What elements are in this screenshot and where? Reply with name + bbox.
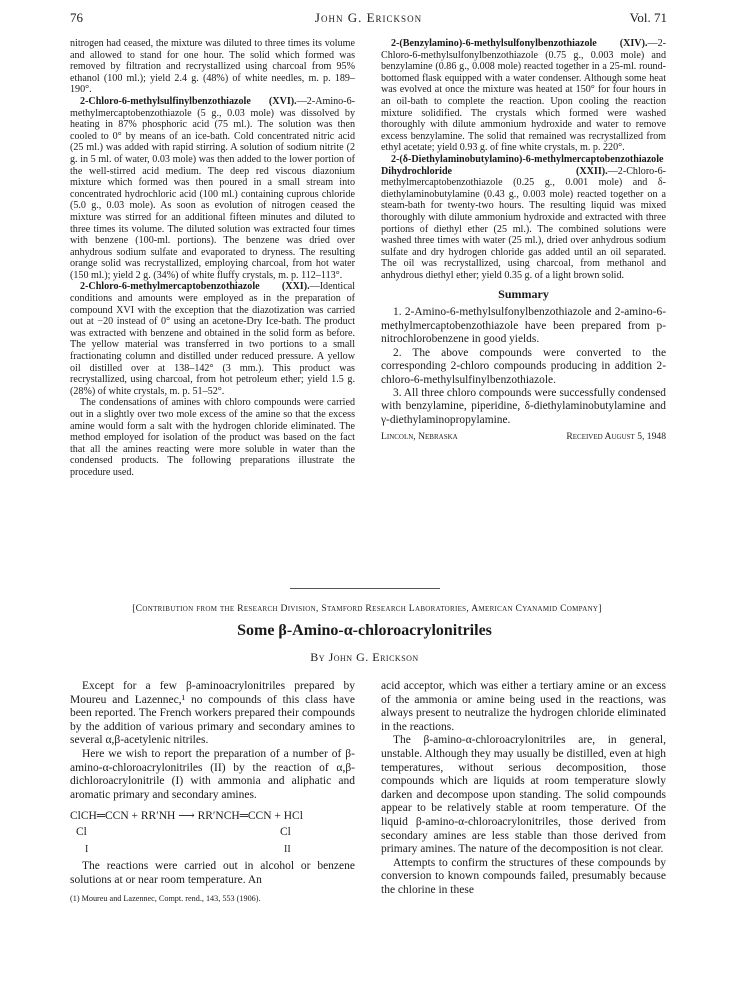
paragraph: The reactions were carried out in alcohol or benzene solutions at or near room temperature. An	[70, 860, 355, 886]
paragraph	[70, 281, 355, 397]
paragraph-text: —2-Amino-6-methylmercaptobenzothiazole (5 g., 0.03 mole) was dissolved by heating in 87% phosphoric acid (75 ml.). The solution was then cooled to 0° by means of an ice-bath. Cold concentrated nitric acid (25 ml.) was added with rapid stirring. A solution of sodium nitrite (2 g. in 5 ml. of water, 0.03 mole) was then added to the lower portion of the well-stirred acid medium. The deep red viscous diazonium mixture which formed was then poured in a small stream into concentrated hydrochloric acid (100 ml.) containing cuprous chloride (5.0 g., 0.03 mole). As soon as evolution of nitrogen ceased the mixture was stirred for an additional fifteen minutes and diluted to three times its volume. The diluted solution was extracted four times with benzene (100-ml. portions). The benzene was dried over anhydrous sodium sulfate and evaporated to dryness. The resulting orange solid was recrystallized, employing charcoal, from hot water (150 ml.); yield 2 g. (34%) of white fluffy crystals, m. p. 112–113°.	[70, 95, 355, 281]
volume-number: Vol. 71	[629, 10, 667, 25]
paragraph: Except for a few β-aminoacrylonitriles prepared by Moureu and Lazennec,¹ no compounds of this class have been reported. The French workers prepared their compounds by the addition of various primary and secondary amines to several α,β-acetylenic nitriles.	[70, 680, 355, 747]
paragraph: nitrogen had ceased, the mixture was diluted to three times its volume and allowed to stand for one hour. The solid which formed was removed by filtration and recrystallized using charcoal from 95% ethanol (100 ml.); yield 2.4 g. (48%) of white needles, m. p. 189–190°.	[70, 38, 355, 96]
paragraph	[381, 154, 666, 282]
paragraph-text: —2-Chloro-6-methylmercaptobenzothiazole (0.25 g., 0.001 mole) and δ-diethylaminobutylamine (0.43 g., 0.003 mole) reacted together on a steam-bath for twenty-two hours. The resulting liquid was mixed thoroughly with dilute ammonium hydroxide and extracted with three portions of diethyl ether (25 ml.). The combined solutions were washed three times with water (25 ml.), dried over anhydrous sodium sulfate and dry hydrogen chloride gas added until an oil separated. The oil was recrystallized, using charcoal, from methanol and anhydrous diethyl ether; yield 0.35 g. of a light brown solid.	[381, 165, 666, 281]
summary-list	[381, 306, 666, 427]
byline: By John G. Erickson	[310, 650, 419, 664]
bottom-left-column	[70, 680, 355, 903]
contribution-line: [Contribution from the Research Division, Stamford Research Laboratories, American Cyanamid Company]	[132, 603, 602, 614]
signoff	[381, 431, 666, 442]
top-left-column	[70, 38, 355, 479]
compound-label: I	[85, 844, 89, 856]
summary-item: 2. The above compounds were converted to the corresponding 2-chloro compounds producing in addition 2-chloro-6-methylsulfinylbenzothiazole.	[381, 346, 666, 386]
compound-label: II	[284, 844, 291, 856]
footnote: (1) Moureu and Lazennec, Compt. rend., 143, 553 (1906).	[70, 893, 261, 903]
compound-heading: 2-(δ-Diethylaminobutylamino)-6-methylmercaptobenzothiazole Dihydrochloride (XXII).	[381, 153, 664, 177]
compound-heading: 2-(Benzylamino)-6-methylsulfonylbenzothiazole (XIV).	[391, 38, 648, 49]
paragraph	[70, 96, 355, 282]
paragraph-text: —2-Chloro-6-methylsulfonylbenzothiazole (0.75 g., 0.003 mole) and benzylamine (0.86 g., 0.008 mole) reacted together in a 25-ml. round-bottomed flask equipped with a water condenser. Although some heat was evolved at once the mixture was heated at 150° for four hours in an oil-bath to complete the reaction. Upon cooling the reaction mixture solidified. The crystals which formed were washed thoroughly with dilute ammonium hydroxide and water to remove excess benzylamine. The solid that remained was recrystallized from ethyl acetate; yield 0.93 g. of fine white crystals, m. p. 220°.	[381, 38, 666, 154]
page-number: 76	[70, 10, 83, 25]
running-author: John G. Erickson	[314, 10, 423, 25]
section-divider	[290, 588, 440, 589]
running-header	[70, 10, 667, 30]
received-date: Received August 5, 1948	[566, 431, 666, 443]
paragraph: Here we wish to report the preparation of a number of β-amino-α-chloroacrylonitriles (II) by the reaction of α,β-dichloroacrylonitrile (I) with ammonia and aliphatic and aromatic primary and secondary amines.	[70, 747, 355, 801]
location: Lincoln, Nebraska	[381, 431, 458, 443]
paragraph-text: —Identical conditions and amounts were employed as in the preparation of compound XVI with the exception that the diazotization was carried out at −20 instead of 0° using an acetone-Dry Ice-bath. The product was extracted with benzene and obtained in the solid form as before. The yellow material was transferred in two portions to a small fractionating column and distilled under reduced pressure. A yellow oil distilled over at 138–142° (3 mm.). This product was recrystallized, using charcoal, from hot petroleum ether; yield 1.5 g. (28%) of white crystals, m. p. 51–52°.	[70, 281, 355, 397]
equation-substituent: Cl	[280, 826, 291, 839]
summary-item: 1. 2-Amino-6-methylsulfonylbenzothiazole and 2-amino-6-methylmercaptobenzothiazole have been prepared from p-nitrochlorobenzene in good yields.	[381, 306, 666, 346]
paragraph: The β-amino-α-chloroacrylonitriles are, in general, unstable. Although they may usually be distilled, even at high temperatures, without serious decomposition, those compounds which are liquids at room temperature slowly darken and decompose upon standing. The solid compounds appear to be relatively stable at room temperature. Of the liquid β-amino-α-chloroacrylonitriles, those derived from secondary amines are less stable than those derived from primary amines. The nature of the decomposition is not clear.	[381, 734, 666, 856]
equation-substituent: Cl	[76, 826, 87, 839]
compound-heading: 2-Chloro-6-methylsulfinylbenzothiazole (XVI).	[80, 95, 297, 107]
paragraph	[381, 38, 666, 154]
bottom-right-column	[381, 680, 666, 898]
paragraph: The condensations of amines with chloro compounds were carried out in a slightly over two mole excess of the amine so that the excess amine would form a salt with the hydrogen chloride eliminated. The method employed for isolation of the product was based on the fact that all the amines reacting were more soluble in water than the condensed products. The following preparations illustrate the procedure used.	[70, 397, 355, 478]
paragraph: Attempts to confirm the structures of these compounds by conversion to known compounds failed, presumably because the chlorine in these	[381, 856, 666, 896]
article-title: Some β-Amino-α-chloroacrylonitriles	[237, 622, 492, 639]
summary-heading: Summary	[498, 287, 549, 302]
top-right-column	[381, 38, 666, 442]
compound-heading: 2-Chloro-6-methylmercaptobenzothiazole (XXI).	[80, 281, 310, 293]
reaction-equation	[70, 808, 355, 858]
paragraph: acid acceptor, which was either a tertiary amine or an excess of the ammonia or amine being used in the reactions, was always present to neutralize the hydrogen chloride eliminated in the reactions.	[381, 680, 666, 733]
summary-item: 3. All three chloro compounds were successfully condensed with benzylamine, piperidine, δ-diethylaminobutylamine and γ-diethylaminopropylamine.	[381, 386, 666, 426]
equation-line: ClCH═CCN + RR′NH ⟶ RR′NCH═CCN + HCl	[70, 810, 303, 823]
